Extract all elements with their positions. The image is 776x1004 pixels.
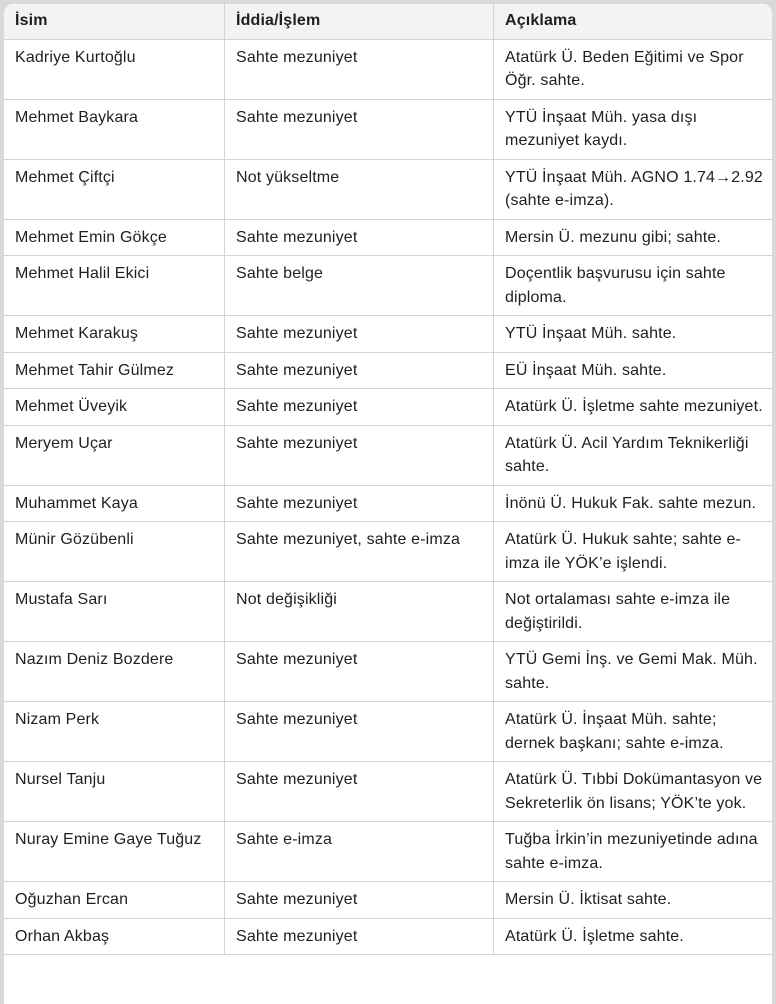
cell-description: Atatürk Ü. Tıbbi Dokümantasyon ve Sekreterlik ön lisans; YÖK’te yok. xyxy=(494,762,773,822)
table-row xyxy=(4,882,772,919)
table-header-row xyxy=(4,4,772,39)
cell-claim: Sahte mezuniyet xyxy=(225,425,494,485)
cell-description: Atatürk Ü. İnşaat Müh. sahte; dernek başkanı; sahte e-imza. xyxy=(494,702,773,762)
cell-claim: Not yükseltme xyxy=(225,159,494,219)
cell-name: Mehmet Halil Ekici xyxy=(4,256,225,316)
cell-claim: Sahte mezuniyet xyxy=(225,316,494,353)
cell-description: İnönü Ü. Hukuk Fak. sahte mezun. xyxy=(494,485,773,522)
table-row xyxy=(4,822,772,882)
cell-name: Nazım Deniz Bozdere xyxy=(4,642,225,702)
cell-claim: Sahte mezuniyet xyxy=(225,99,494,159)
cell-claim: Sahte mezuniyet xyxy=(225,642,494,702)
cell-description: Tuğba İrkin’in mezuniyetinde adına sahte e-imza. xyxy=(494,822,773,882)
table-row xyxy=(4,159,772,219)
cell-name: Orhan Akbaş xyxy=(4,918,225,955)
cell-name: Nizam Perk xyxy=(4,702,225,762)
cell-claim: Sahte e-imza xyxy=(225,822,494,882)
table-body xyxy=(4,39,772,955)
cell-claim: Sahte belge xyxy=(225,256,494,316)
table-row xyxy=(4,582,772,642)
cell-description: Atatürk Ü. İşletme sahte mezuniyet. xyxy=(494,389,773,426)
table-row xyxy=(4,99,772,159)
table-row xyxy=(4,219,772,256)
cell-claim: Sahte mezuniyet xyxy=(225,389,494,426)
cell-description: EÜ İnşaat Müh. sahte. xyxy=(494,352,773,389)
cell-name: Münir Gözübenli xyxy=(4,522,225,582)
cell-claim: Sahte mezuniyet xyxy=(225,219,494,256)
cell-description: Mersin Ü. mezunu gibi; sahte. xyxy=(494,219,773,256)
cell-description: YTÜ İnşaat Müh. AGNO 1.74→2.92 (sahte e-imza). xyxy=(494,159,773,219)
cell-claim: Sahte mezuniyet xyxy=(225,702,494,762)
records-table xyxy=(4,4,772,955)
table-row xyxy=(4,425,772,485)
cell-name: Mehmet Çiftçi xyxy=(4,159,225,219)
table-container xyxy=(4,4,772,1004)
cell-name: Mehmet Karakuş xyxy=(4,316,225,353)
cell-claim: Sahte mezuniyet xyxy=(225,485,494,522)
table-row xyxy=(4,389,772,426)
table-row xyxy=(4,702,772,762)
cell-claim: Sahte mezuniyet xyxy=(225,882,494,919)
table-row xyxy=(4,352,772,389)
table-row xyxy=(4,642,772,702)
cell-description: Atatürk Ü. Beden Eğitimi ve Spor Öğr. sahte. xyxy=(494,39,773,99)
cell-description: Doçentlik başvurusu için sahte diploma. xyxy=(494,256,773,316)
table-row xyxy=(4,39,772,99)
cell-name: Kadriye Kurtoğlu xyxy=(4,39,225,99)
cell-description: Not ortalaması sahte e-imza ile değiştirildi. xyxy=(494,582,773,642)
column-header-description: Açıklama xyxy=(494,4,773,39)
cell-description: Atatürk Ü. Hukuk sahte; sahte e-imza ile YÖK’e işlendi. xyxy=(494,522,773,582)
cell-description: YTÜ İnşaat Müh. sahte. xyxy=(494,316,773,353)
cell-name: Mehmet Üveyik xyxy=(4,389,225,426)
cell-name: Oğuzhan Ercan xyxy=(4,882,225,919)
column-header-claim: İddia/İşlem xyxy=(225,4,494,39)
cell-description: Mersin Ü. İktisat sahte. xyxy=(494,882,773,919)
cell-description: YTÜ Gemi İnş. ve Gemi Mak. Müh. sahte. xyxy=(494,642,773,702)
cell-name: Nuray Emine Gaye Tuğuz xyxy=(4,822,225,882)
cell-description: Atatürk Ü. Acil Yardım Teknikerliği sahte. xyxy=(494,425,773,485)
table-row xyxy=(4,522,772,582)
table-row xyxy=(4,256,772,316)
table-row xyxy=(4,316,772,353)
cell-name: Mehmet Tahir Gülmez xyxy=(4,352,225,389)
cell-claim: Sahte mezuniyet xyxy=(225,918,494,955)
cell-name: Mehmet Emin Gökçe xyxy=(4,219,225,256)
cell-name: Nursel Tanju xyxy=(4,762,225,822)
cell-name: Mehmet Baykara xyxy=(4,99,225,159)
cell-claim: Sahte mezuniyet xyxy=(225,39,494,99)
cell-claim: Not değişikliği xyxy=(225,582,494,642)
cell-claim: Sahte mezuniyet, sahte e-imza xyxy=(225,522,494,582)
cell-description: Atatürk Ü. İşletme sahte. xyxy=(494,918,773,955)
table-row xyxy=(4,485,772,522)
cell-name: Muhammet Kaya xyxy=(4,485,225,522)
table-row xyxy=(4,918,772,955)
cell-name: Mustafa Sarı xyxy=(4,582,225,642)
cell-description: YTÜ İnşaat Müh. yasa dışı mezuniyet kaydı. xyxy=(494,99,773,159)
cell-claim: Sahte mezuniyet xyxy=(225,352,494,389)
table-row xyxy=(4,762,772,822)
cell-name: Meryem Uçar xyxy=(4,425,225,485)
cell-claim: Sahte mezuniyet xyxy=(225,762,494,822)
column-header-name: İsim xyxy=(4,4,225,39)
